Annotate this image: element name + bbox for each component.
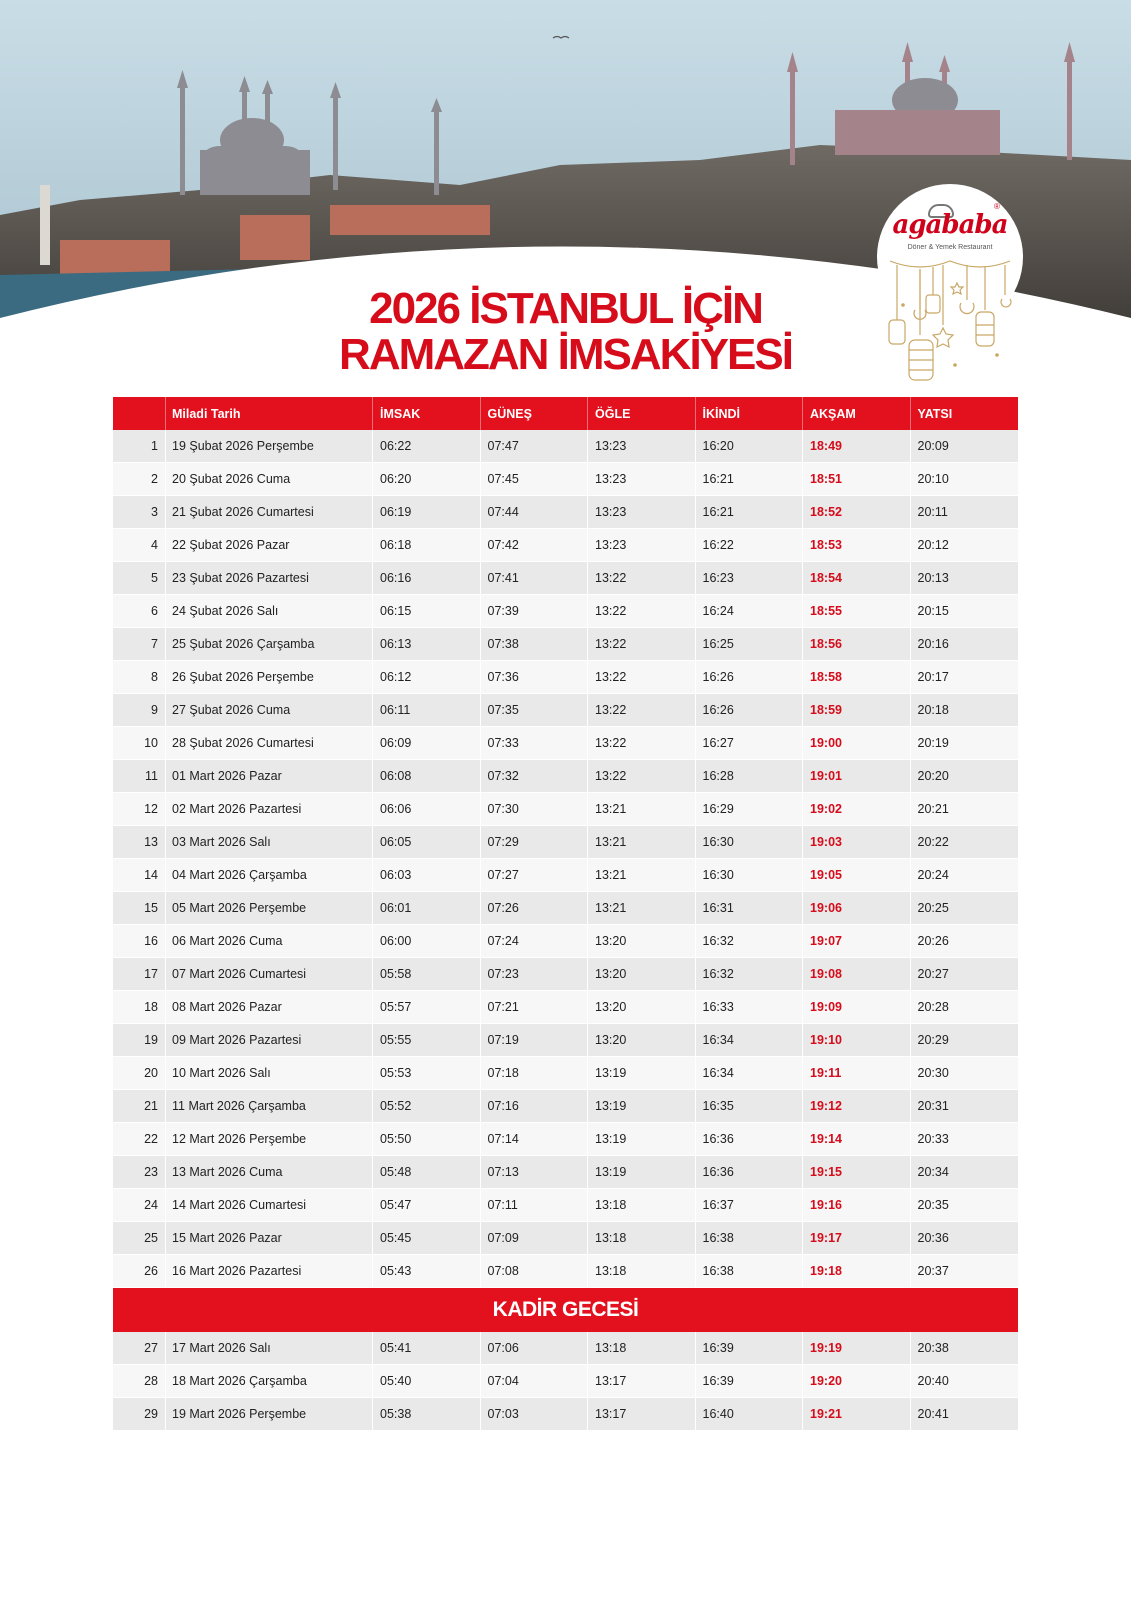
- table-row: [113, 958, 1018, 991]
- row-yatsi: 20:24: [917, 868, 949, 882]
- row-imsak: 06:11: [373, 694, 481, 726]
- row-index: 7: [113, 628, 166, 660]
- row-imsak: 06:19: [373, 496, 481, 528]
- table-row: [113, 991, 1018, 1024]
- row-aksam: 19:09: [803, 991, 911, 1023]
- row-aksam: 19:11: [803, 1057, 911, 1089]
- row-yatsi: 20:35: [917, 1198, 949, 1212]
- row-imsak: 06:15: [373, 595, 481, 627]
- row-gunes: 07:06: [481, 1332, 589, 1364]
- table-body-after: [113, 1332, 1018, 1431]
- row-yatsi: 20:26: [917, 934, 949, 948]
- row-yatsi: 20:30: [917, 1066, 949, 1080]
- title-line-1: 2026 İSTANBUL İÇİN: [369, 284, 762, 333]
- row-date: 10 Mart 2026 Salı: [166, 1057, 373, 1089]
- header-index: [113, 397, 166, 430]
- row-ikindi: 16:31: [696, 892, 804, 924]
- row-date: 16 Mart 2026 Pazartesi: [166, 1255, 373, 1287]
- table-row: [113, 892, 1018, 925]
- row-ikindi: 16:24: [696, 595, 804, 627]
- row-imsak: 05:38: [373, 1398, 481, 1430]
- row-gunes: 07:35: [481, 694, 589, 726]
- row-imsak: 05:52: [373, 1090, 481, 1122]
- row-ogle: 13:23: [588, 463, 696, 495]
- row-aksam: 19:15: [803, 1156, 911, 1188]
- row-ikindi: 16:29: [696, 793, 804, 825]
- row-index: 13: [113, 826, 166, 858]
- row-gunes: 07:33: [481, 727, 589, 759]
- row-aksam: 18:49: [803, 430, 911, 462]
- brand-name: agababa: [892, 210, 1008, 240]
- table-body: [113, 430, 1018, 1288]
- row-ikindi: 16:25: [696, 628, 804, 660]
- table-row: [113, 1024, 1018, 1057]
- row-imsak: 06:06: [373, 793, 481, 825]
- row-aksam: 19:10: [803, 1024, 911, 1056]
- row-ikindi: 16:32: [696, 958, 804, 990]
- row-gunes: 07:42: [481, 529, 589, 561]
- row-ogle: 13:22: [588, 562, 696, 594]
- row-imsak: 06:16: [373, 562, 481, 594]
- row-yatsi: 20:10: [917, 472, 949, 486]
- row-aksam: 19:02: [803, 793, 911, 825]
- row-date: 12 Mart 2026 Perşembe: [166, 1123, 373, 1155]
- row-index: 28: [113, 1365, 166, 1397]
- row-yatsi: 20:20: [917, 769, 949, 783]
- row-ikindi: 16:30: [696, 859, 804, 891]
- row-ikindi: 16:26: [696, 661, 804, 693]
- row-date: 13 Mart 2026 Cuma: [166, 1156, 373, 1188]
- row-index: 24: [113, 1189, 166, 1221]
- row-gunes: 07:16: [481, 1090, 589, 1122]
- table-row: [113, 1189, 1018, 1222]
- row-ogle: 13:20: [588, 1024, 696, 1056]
- row-yatsi: 20:22: [917, 835, 949, 849]
- row-ikindi: 16:38: [696, 1255, 804, 1287]
- row-ogle: 13:20: [588, 991, 696, 1023]
- row-yatsi: 20:09: [917, 439, 949, 453]
- row-aksam: 19:14: [803, 1123, 911, 1155]
- row-date: 24 Şubat 2026 Salı: [166, 595, 373, 627]
- row-ogle: 13:22: [588, 628, 696, 660]
- table-row: [113, 1365, 1018, 1398]
- row-date: 15 Mart 2026 Pazar: [166, 1222, 373, 1254]
- header-aksam: AKŞAM: [803, 397, 911, 430]
- row-gunes: 07:23: [481, 958, 589, 990]
- row-ogle: 13:22: [588, 694, 696, 726]
- row-date: 18 Mart 2026 Çarşamba: [166, 1365, 373, 1397]
- row-imsak: 05:57: [373, 991, 481, 1023]
- row-aksam: 18:55: [803, 595, 911, 627]
- table-header: [113, 397, 1018, 430]
- row-ogle: 13:23: [588, 430, 696, 462]
- row-gunes: 07:19: [481, 1024, 589, 1056]
- row-date: 09 Mart 2026 Pazartesi: [166, 1024, 373, 1056]
- row-ikindi: 16:21: [696, 463, 804, 495]
- row-index: 15: [113, 892, 166, 924]
- row-aksam: 19:07: [803, 925, 911, 957]
- row-ogle: 13:22: [588, 760, 696, 792]
- table-row: [113, 727, 1018, 760]
- row-aksam: 19:05: [803, 859, 911, 891]
- row-imsak: 06:18: [373, 529, 481, 561]
- row-date: 08 Mart 2026 Pazar: [166, 991, 373, 1023]
- row-gunes: 07:13: [481, 1156, 589, 1188]
- row-yatsi: 20:15: [917, 604, 949, 618]
- row-aksam: 18:51: [803, 463, 911, 495]
- row-imsak: 05:43: [373, 1255, 481, 1287]
- row-index: 5: [113, 562, 166, 594]
- row-imsak: 05:48: [373, 1156, 481, 1188]
- row-date: 19 Mart 2026 Perşembe: [166, 1398, 373, 1430]
- row-ogle: 13:19: [588, 1123, 696, 1155]
- row-ogle: 13:18: [588, 1222, 696, 1254]
- row-imsak: 05:47: [373, 1189, 481, 1221]
- row-yatsi: 20:34: [917, 1165, 949, 1179]
- row-aksam: 19:12: [803, 1090, 911, 1122]
- row-date: 14 Mart 2026 Cumartesi: [166, 1189, 373, 1221]
- row-index: 25: [113, 1222, 166, 1254]
- row-index: 20: [113, 1057, 166, 1089]
- row-ikindi: 16:21: [696, 496, 804, 528]
- row-imsak: 05:45: [373, 1222, 481, 1254]
- row-date: 11 Mart 2026 Çarşamba: [166, 1090, 373, 1122]
- row-ogle: 13:21: [588, 892, 696, 924]
- row-aksam: 19:16: [803, 1189, 911, 1221]
- row-gunes: 07:18: [481, 1057, 589, 1089]
- row-index: 9: [113, 694, 166, 726]
- row-aksam: 18:58: [803, 661, 911, 693]
- row-imsak: 06:00: [373, 925, 481, 957]
- table-row: [113, 1090, 1018, 1123]
- row-index: 29: [113, 1398, 166, 1430]
- table-row: [113, 1057, 1018, 1090]
- row-imsak: 05:41: [373, 1332, 481, 1364]
- row-gunes: 07:30: [481, 793, 589, 825]
- row-index: 11: [113, 760, 166, 792]
- row-index: 12: [113, 793, 166, 825]
- row-aksam: 18:54: [803, 562, 911, 594]
- row-index: 27: [113, 1332, 166, 1364]
- table-row: [113, 694, 1018, 727]
- row-ikindi: 16:32: [696, 925, 804, 957]
- row-date: 17 Mart 2026 Salı: [166, 1332, 373, 1364]
- row-date: 01 Mart 2026 Pazar: [166, 760, 373, 792]
- row-imsak: 05:40: [373, 1365, 481, 1397]
- row-index: 17: [113, 958, 166, 990]
- row-yatsi: 20:37: [917, 1264, 949, 1278]
- row-date: 27 Şubat 2026 Cuma: [166, 694, 373, 726]
- row-gunes: 07:21: [481, 991, 589, 1023]
- row-gunes: 07:39: [481, 595, 589, 627]
- row-ikindi: 16:33: [696, 991, 804, 1023]
- row-ikindi: 16:22: [696, 529, 804, 561]
- row-ikindi: 16:36: [696, 1156, 804, 1188]
- table-row: [113, 1398, 1018, 1431]
- row-gunes: 07:24: [481, 925, 589, 957]
- row-imsak: 06:01: [373, 892, 481, 924]
- row-yatsi: 20:40: [917, 1374, 949, 1388]
- row-ikindi: 16:38: [696, 1222, 804, 1254]
- row-yatsi: 20:33: [917, 1132, 949, 1146]
- row-date: 05 Mart 2026 Perşembe: [166, 892, 373, 924]
- table-row: [113, 1332, 1018, 1365]
- row-ikindi: 16:37: [696, 1189, 804, 1221]
- row-ogle: 13:21: [588, 826, 696, 858]
- imsakiye-table: [113, 397, 1018, 1431]
- row-ikindi: 16:36: [696, 1123, 804, 1155]
- row-aksam: 18:53: [803, 529, 911, 561]
- row-imsak: 05:50: [373, 1123, 481, 1155]
- row-gunes: 07:03: [481, 1398, 589, 1430]
- row-aksam: 19:20: [803, 1365, 911, 1397]
- row-aksam: 19:21: [803, 1398, 911, 1430]
- row-date: 03 Mart 2026 Salı: [166, 826, 373, 858]
- row-date: 23 Şubat 2026 Pazartesi: [166, 562, 373, 594]
- row-ogle: 13:18: [588, 1255, 696, 1287]
- row-yatsi: 20:16: [917, 637, 949, 651]
- row-index: 23: [113, 1156, 166, 1188]
- row-aksam: 19:06: [803, 892, 911, 924]
- row-yatsi: 20:38: [917, 1341, 949, 1355]
- row-ogle: 13:20: [588, 925, 696, 957]
- row-imsak: 06:20: [373, 463, 481, 495]
- row-imsak: 05:53: [373, 1057, 481, 1089]
- row-aksam: 18:59: [803, 694, 911, 726]
- row-ogle: 13:23: [588, 529, 696, 561]
- row-ogle: 13:19: [588, 1057, 696, 1089]
- row-yatsi: 20:21: [917, 802, 949, 816]
- row-aksam: 19:03: [803, 826, 911, 858]
- row-yatsi: 20:25: [917, 901, 949, 915]
- row-index: 8: [113, 661, 166, 693]
- table-row: [113, 562, 1018, 595]
- row-imsak: 05:58: [373, 958, 481, 990]
- row-imsak: 06:22: [373, 430, 481, 462]
- header-imsak: İMSAK: [373, 397, 481, 430]
- row-ogle: 13:23: [588, 496, 696, 528]
- row-ikindi: 16:34: [696, 1024, 804, 1056]
- row-index: 4: [113, 529, 166, 561]
- row-ogle: 13:19: [588, 1090, 696, 1122]
- row-gunes: 07:41: [481, 562, 589, 594]
- row-index: 3: [113, 496, 166, 528]
- row-gunes: 07:36: [481, 661, 589, 693]
- row-ikindi: 16:27: [696, 727, 804, 759]
- row-gunes: 07:09: [481, 1222, 589, 1254]
- row-yatsi: 20:18: [917, 703, 949, 717]
- row-aksam: 19:19: [803, 1332, 911, 1364]
- row-gunes: 07:29: [481, 826, 589, 858]
- row-ogle: 13:22: [588, 595, 696, 627]
- row-yatsi: 20:11: [917, 505, 948, 519]
- row-index: 10: [113, 727, 166, 759]
- row-gunes: 07:47: [481, 430, 589, 462]
- row-date: 25 Şubat 2026 Çarşamba: [166, 628, 373, 660]
- row-index: 22: [113, 1123, 166, 1155]
- row-gunes: 07:27: [481, 859, 589, 891]
- header-ikindi: İKİNDİ: [696, 397, 804, 430]
- row-ogle: 13:22: [588, 661, 696, 693]
- header-yatsi: YATSI: [917, 406, 953, 421]
- row-date: 04 Mart 2026 Çarşamba: [166, 859, 373, 891]
- row-ogle: 13:21: [588, 859, 696, 891]
- table-row: [113, 859, 1018, 892]
- row-date: 26 Şubat 2026 Perşembe: [166, 661, 373, 693]
- row-ikindi: 16:35: [696, 1090, 804, 1122]
- table-row: [113, 496, 1018, 529]
- row-gunes: 07:14: [481, 1123, 589, 1155]
- row-gunes: 07:38: [481, 628, 589, 660]
- row-index: 21: [113, 1090, 166, 1122]
- table-row: [113, 595, 1018, 628]
- row-yatsi: 20:29: [917, 1033, 949, 1047]
- brand-subtitle: Döner & Yemek Restaurant: [907, 244, 993, 251]
- row-yatsi: 20:28: [917, 1000, 949, 1014]
- table-row: [113, 1123, 1018, 1156]
- table-row: [113, 925, 1018, 958]
- row-index: 14: [113, 859, 166, 891]
- header-gunes: GÜNEŞ: [481, 397, 589, 430]
- row-index: 18: [113, 991, 166, 1023]
- row-ogle: 13:21: [588, 793, 696, 825]
- row-ogle: 13:18: [588, 1189, 696, 1221]
- row-index: 26: [113, 1255, 166, 1287]
- row-yatsi: 20:19: [917, 736, 949, 750]
- row-gunes: 07:44: [481, 496, 589, 528]
- row-date: 21 Şubat 2026 Cumartesi: [166, 496, 373, 528]
- row-ikindi: 16:23: [696, 562, 804, 594]
- page-title: [200, 286, 931, 378]
- row-ikindi: 16:26: [696, 694, 804, 726]
- header-date: Miladi Tarih: [166, 397, 373, 430]
- row-aksam: 19:17: [803, 1222, 911, 1254]
- row-index: 2: [113, 463, 166, 495]
- table-row: [113, 463, 1018, 496]
- row-aksam: 19:00: [803, 727, 911, 759]
- table-row: [113, 430, 1018, 463]
- row-ogle: 13:17: [588, 1365, 696, 1397]
- row-yatsi: 20:13: [917, 571, 949, 585]
- row-date: 20 Şubat 2026 Cuma: [166, 463, 373, 495]
- row-ikindi: 16:39: [696, 1332, 804, 1364]
- table-row: [113, 1222, 1018, 1255]
- row-ikindi: 16:20: [696, 430, 804, 462]
- row-date: 22 Şubat 2026 Pazar: [166, 529, 373, 561]
- row-aksam: 19:01: [803, 760, 911, 792]
- row-date: 19 Şubat 2026 Perşembe: [166, 430, 373, 462]
- row-date: 07 Mart 2026 Cumartesi: [166, 958, 373, 990]
- row-index: 19: [113, 1024, 166, 1056]
- table-row: [113, 1255, 1018, 1288]
- title-line-2: RAMAZAN İMSAKİYESİ: [339, 330, 792, 379]
- table-row: [113, 793, 1018, 826]
- row-ikindi: 16:40: [696, 1398, 804, 1430]
- table-row: [113, 661, 1018, 694]
- row-gunes: 07:26: [481, 892, 589, 924]
- row-ogle: 13:22: [588, 727, 696, 759]
- row-ogle: 13:18: [588, 1332, 696, 1364]
- row-date: 28 Şubat 2026 Cumartesi: [166, 727, 373, 759]
- table-row: [113, 628, 1018, 661]
- row-imsak: 06:12: [373, 661, 481, 693]
- row-gunes: 07:45: [481, 463, 589, 495]
- row-index: 1: [113, 430, 166, 462]
- row-aksam: 18:52: [803, 496, 911, 528]
- row-yatsi: 20:36: [917, 1231, 949, 1245]
- row-ikindi: 16:30: [696, 826, 804, 858]
- row-ogle: 13:17: [588, 1398, 696, 1430]
- row-gunes: 07:11: [481, 1189, 589, 1221]
- row-index: 6: [113, 595, 166, 627]
- table-row: [113, 529, 1018, 562]
- table-row: [113, 826, 1018, 859]
- row-ogle: 13:19: [588, 1156, 696, 1188]
- row-aksam: 19:18: [803, 1255, 911, 1287]
- row-imsak: 06:03: [373, 859, 481, 891]
- row-gunes: 07:04: [481, 1365, 589, 1397]
- row-ogle: 13:20: [588, 958, 696, 990]
- row-yatsi: 20:31: [917, 1099, 949, 1113]
- row-ikindi: 16:34: [696, 1057, 804, 1089]
- header-ogle: ÖĞLE: [588, 397, 696, 430]
- row-aksam: 18:56: [803, 628, 911, 660]
- row-date: 02 Mart 2026 Pazartesi: [166, 793, 373, 825]
- row-imsak: 06:05: [373, 826, 481, 858]
- row-imsak: 06:09: [373, 727, 481, 759]
- table-row: [113, 760, 1018, 793]
- row-ikindi: 16:28: [696, 760, 804, 792]
- row-imsak: 06:13: [373, 628, 481, 660]
- registered-mark: ®: [994, 202, 1000, 211]
- row-yatsi: 20:41: [917, 1407, 949, 1421]
- row-gunes: 07:08: [481, 1255, 589, 1287]
- row-aksam: 19:08: [803, 958, 911, 990]
- row-imsak: 06:08: [373, 760, 481, 792]
- kadir-gecesi-banner: KADİR GECESİ: [113, 1288, 1018, 1332]
- table-row: [113, 1156, 1018, 1189]
- row-yatsi: 20:27: [917, 967, 949, 981]
- row-imsak: 05:55: [373, 1024, 481, 1056]
- row-gunes: 07:32: [481, 760, 589, 792]
- row-ikindi: 16:39: [696, 1365, 804, 1397]
- row-date: 06 Mart 2026 Cuma: [166, 925, 373, 957]
- row-yatsi: 20:17: [917, 670, 949, 684]
- row-yatsi: 20:12: [917, 538, 949, 552]
- row-index: 16: [113, 925, 166, 957]
